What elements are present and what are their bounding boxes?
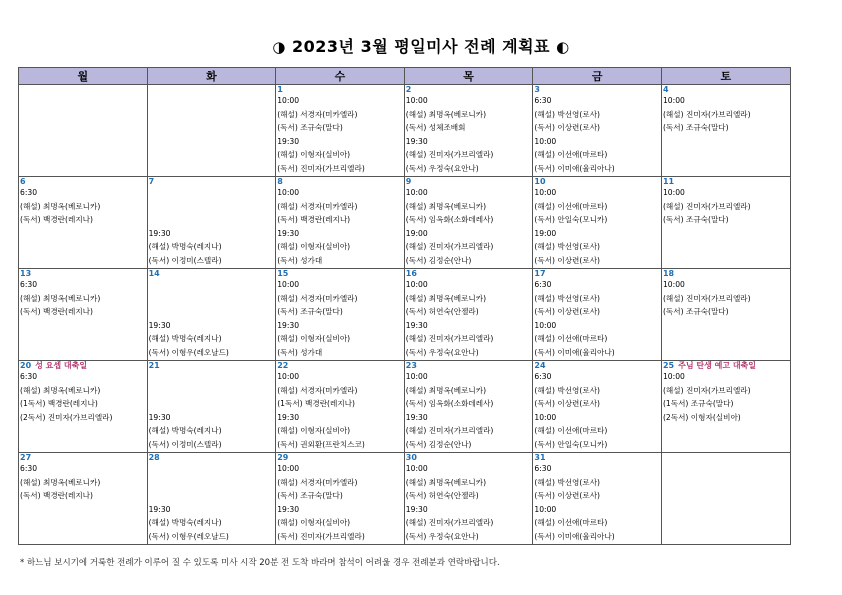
mass-time: 19:00: [405, 228, 428, 238]
role-assignment: (해설) 진미자(가브리엘라): [405, 518, 494, 528]
date-label: 20: [20, 361, 32, 370]
mass-time: 19:30: [405, 136, 428, 146]
weekday-header: 금: [533, 68, 662, 85]
role-assignment: (해설) 진미자(가브리엘라): [405, 334, 494, 344]
date-number: [149, 453, 276, 462]
role-assignment: (해설) 서경자(미카엘라): [277, 293, 358, 303]
role-assignment: (해설) 최명옥(베로니카): [405, 293, 487, 303]
footnote: * 하느님 보시기에 거룩한 전례가 이루어 질 수 있도록 미사 시작 20분 전 도착 바라며 참석이 어려울 경우 전례분과 연락바랍니다.: [20, 558, 500, 568]
date-number: [20, 361, 147, 370]
day-cell: [661, 85, 790, 177]
role-assignment: (독서) 이상련(로사): [534, 255, 600, 265]
role-assignment: (독서) 우정숙(요안나): [405, 163, 479, 173]
date-label: 9: [405, 177, 412, 186]
day-cell: [19, 177, 148, 269]
date-label: 14: [148, 269, 160, 278]
mass-time: 10:00: [534, 136, 557, 146]
half-moon-right-icon: ◐: [556, 38, 570, 56]
day-cell: [276, 85, 405, 177]
weekday-header: 수: [276, 68, 405, 85]
mass-time: 10:00: [662, 96, 685, 105]
day-cell: [404, 85, 533, 177]
mass-time: 10:00: [277, 96, 300, 105]
date-label: 8: [277, 177, 283, 186]
role-assignment: (해설) 진미자(가브리엘라): [662, 201, 751, 211]
day-cell: [147, 269, 276, 361]
role-assignment: (독서) 이미애(율리아나): [534, 531, 615, 541]
date-number: [277, 453, 404, 462]
feast-day-label: 성 요셉 대축일: [35, 361, 88, 370]
week-row: [19, 269, 791, 361]
role-assignment: (독서) 임옥화(소화데레사): [405, 399, 494, 409]
date-label: 4: [662, 85, 669, 94]
role-assignment: (독서) 김정순(안나): [405, 439, 472, 449]
role-assignment: (독서) 우정숙(요안나): [405, 531, 479, 541]
day-cell: [533, 177, 662, 269]
role-assignment: (해설) 최명옥(베로니카): [20, 477, 101, 487]
role-assignment: (독서) 이상련(로사): [534, 399, 600, 409]
role-assignment: (독서) 이형우(레오날드): [148, 347, 229, 357]
cell-spacer: [149, 278, 276, 319]
mass-time: 10:00: [405, 280, 428, 289]
date-number: [534, 177, 661, 186]
weekday-header: 화: [147, 68, 276, 85]
date-number: [663, 269, 790, 278]
date-number: [277, 269, 404, 278]
date-number: [663, 453, 790, 462]
day-cell: [661, 177, 790, 269]
day-cell: [404, 361, 533, 453]
role-assignment: (독서) 진미자(가브리엘라): [277, 163, 365, 173]
mass-time: 10:00: [277, 280, 300, 289]
date-number: [406, 361, 533, 370]
date-label: 15: [277, 269, 289, 278]
date-number: [277, 85, 404, 94]
role-assignment: (해설) 진미자(가브리엘라): [662, 385, 751, 395]
date-number: [534, 269, 661, 278]
cell-spacer: [149, 370, 276, 411]
role-assignment: (독서) 허연숙(안젤라): [405, 491, 479, 501]
role-assignment: (독서) 진미자(가브리엘라): [277, 531, 365, 541]
day-cell: [404, 269, 533, 361]
role-assignment: (해설) 최명옥(베로니카): [405, 109, 487, 119]
day-cell: [533, 453, 662, 545]
role-assignment: (독서) 우정숙(요안나): [405, 347, 479, 357]
date-number: [534, 85, 661, 94]
role-assignment: (독서) 백경란(레지나): [20, 307, 93, 317]
date-number: [534, 453, 661, 462]
mass-time: 19:30: [148, 228, 171, 238]
role-assignment: (해설) 박명숙(레지나): [148, 518, 222, 528]
role-assignment: (해설) 최명옥(베로니카): [20, 293, 101, 303]
date-number: [149, 177, 276, 186]
date-label: 18: [662, 269, 675, 278]
role-assignment: (독서) 이정미(스텔라): [148, 255, 222, 265]
mass-time: 10:00: [534, 504, 557, 514]
role-assignment: (1독서) 조규숙(말다): [662, 399, 734, 409]
date-label: 6: [20, 177, 26, 186]
role-assignment: (독서) 조규숙(말다): [277, 123, 343, 133]
role-assignment: (독서) 임옥화(소화데레사): [405, 215, 494, 225]
day-cell: [661, 269, 790, 361]
role-assignment: (독서) 허연숙(안젤라): [405, 307, 479, 317]
day-cell: [661, 453, 790, 545]
role-assignment: (독서) 조규숙(말다): [662, 307, 729, 317]
mass-time: 6:30: [20, 464, 38, 473]
mass-time: 10:00: [662, 280, 685, 289]
role-assignment: (해설) 진미자(가브리엘라): [662, 293, 751, 303]
mass-time: 10:00: [662, 372, 685, 381]
date-label: 27: [20, 453, 32, 462]
week-row: [19, 361, 791, 453]
role-assignment: (해설) 최명옥(베로니카): [20, 385, 101, 395]
role-assignment: (해설) 서경자(미카엘라): [277, 477, 358, 487]
date-label: 2: [405, 85, 412, 94]
day-cell: [276, 269, 405, 361]
date-number: [277, 177, 404, 186]
role-assignment: (독서) 조규숙(말다): [662, 215, 729, 225]
role-assignment: (해설) 최명옥(베로니카): [405, 201, 487, 211]
role-assignment: (해설) 이선애(마르타): [534, 201, 608, 211]
day-cell: [19, 453, 148, 545]
role-assignment: (해설) 이선애(마르타): [534, 334, 608, 344]
date-label: 7: [148, 177, 155, 186]
mass-time: 10:00: [277, 372, 300, 381]
mass-time: 19:30: [148, 412, 171, 422]
date-number: [277, 361, 404, 370]
day-cell: [661, 361, 790, 453]
date-label: 22: [277, 361, 289, 370]
role-assignment: (독서) 성가대: [277, 255, 323, 265]
role-assignment: (해설) 박선영(로사): [534, 293, 600, 303]
mass-time: 6:30: [534, 372, 552, 381]
mass-time: 19:30: [277, 412, 300, 422]
role-assignment: (독서) 김정순(안나): [405, 255, 472, 265]
mass-time: 10:00: [277, 188, 300, 197]
role-assignment: (해설) 이선애(마르타): [534, 518, 608, 528]
date-label: 10: [534, 177, 546, 186]
date-label: 23: [405, 361, 417, 370]
role-assignment: (독서) 이미애(율리아나): [534, 163, 615, 173]
role-assignment: (독서) 성가대: [277, 347, 323, 357]
mass-time: 6:30: [534, 280, 552, 289]
date-number: [406, 177, 533, 186]
page-title: [0, 34, 842, 57]
date-number: [20, 177, 147, 186]
mass-time: 10:00: [405, 96, 428, 105]
role-assignment: (해설) 최명옥(베로니카): [405, 385, 487, 395]
date-label: 17: [534, 269, 546, 278]
cell-spacer: [149, 462, 276, 503]
role-assignment: (독서) 이상련(로사): [534, 123, 600, 133]
role-assignment: (해설) 박명숙(레지나): [148, 242, 222, 252]
role-assignment: (독서) 이상련(로사): [534, 491, 600, 501]
role-assignment: (해설) 이선애(마르타): [534, 426, 608, 436]
date-number: [149, 361, 276, 370]
date-number: [20, 85, 147, 94]
date-number: [663, 361, 790, 370]
date-label: 11: [662, 177, 675, 186]
mass-time: 10:00: [534, 188, 557, 197]
day-cell: [147, 453, 276, 545]
role-assignment: (해설) 최명옥(베로니카): [405, 477, 487, 487]
role-assignment: (해설) 이형자(실비아): [277, 150, 351, 160]
role-assignment: (독서) 조규숙(말다): [277, 491, 343, 501]
mass-time: 19:30: [405, 412, 428, 422]
role-assignment: (해설) 이선애(마르타): [534, 150, 608, 160]
day-cell: [404, 453, 533, 545]
role-assignment: (독서) 백경란(레지나): [20, 491, 93, 501]
mass-time: 19:30: [277, 136, 300, 146]
date-number: [149, 269, 276, 278]
role-assignment: (독서) 이상련(로사): [534, 307, 600, 317]
mass-time: 19:30: [277, 228, 300, 238]
week-row: [19, 453, 791, 545]
role-assignment: (독서) 안일숙(모니카): [534, 215, 608, 225]
date-label: 25: [662, 361, 675, 370]
mass-time: 19:30: [405, 504, 428, 514]
role-assignment: (해설) 박선영(로사): [534, 477, 600, 487]
feast-day-label: 주님 탄생 예고 대축일: [678, 361, 757, 370]
week-row: [19, 177, 791, 269]
date-label: 21: [148, 361, 160, 370]
day-cell: [533, 85, 662, 177]
title-text: 2023년 3월 평일미사 전례 계획표: [292, 37, 550, 56]
role-assignment: (독서) 이정미(스텔라): [148, 439, 222, 449]
cell-spacer: [149, 186, 276, 227]
role-assignment: (해설) 진미자(가브리엘라): [405, 426, 494, 436]
date-number: [406, 85, 533, 94]
role-assignment: (해설) 박명숙(레지나): [148, 426, 222, 436]
date-number: [406, 453, 533, 462]
date-label: 3: [534, 85, 540, 94]
day-cell: [147, 361, 276, 453]
mass-time: 6:30: [20, 188, 38, 197]
day-cell: [276, 361, 405, 453]
date-number: [20, 453, 147, 462]
role-assignment: (독서) 조규숙(말다): [662, 123, 729, 133]
date-number: [149, 85, 276, 94]
day-cell: [19, 269, 148, 361]
half-moon-left-icon: ◑: [272, 38, 286, 56]
role-assignment: (독서) 성체조배회: [405, 123, 466, 133]
role-assignment: (해설) 진미자(가브리엘라): [405, 150, 494, 160]
role-assignment: (해설) 최명옥(베로니카): [20, 201, 101, 211]
mass-time: 19:30: [148, 320, 171, 330]
role-assignment: (독서) 백경란(레지나): [277, 215, 351, 225]
date-number: [663, 177, 790, 186]
role-assignment: (해설) 서경자(미카엘라): [277, 109, 358, 119]
role-assignment: (독서) 백경란(레지나): [20, 215, 93, 225]
day-cell: [147, 177, 276, 269]
date-label: 29: [277, 453, 289, 462]
date-number: [406, 269, 533, 278]
weekday-header: 토: [661, 68, 790, 85]
role-assignment: (해설) 진미자(가브리엘라): [405, 242, 494, 252]
date-number: [663, 85, 790, 94]
role-assignment: (독서) 권외환(프란치스코): [277, 439, 365, 449]
date-label: 28: [148, 453, 160, 462]
role-assignment: (해설) 이형자(실비아): [277, 242, 351, 252]
mass-time: 6:30: [534, 96, 552, 105]
role-assignment: (해설) 진미자(가브리엘라): [662, 109, 751, 119]
day-cell: [533, 361, 662, 453]
mass-time: 19:30: [277, 504, 300, 514]
role-assignment: (독서) 이미애(율리아나): [534, 347, 615, 357]
weekday-header-row: [19, 68, 791, 85]
role-assignment: (해설) 이형자(실비아): [277, 518, 351, 528]
role-assignment: (해설) 이형자(실비아): [277, 426, 351, 436]
role-assignment: (해설) 박선영(로사): [534, 242, 600, 252]
mass-time: 10:00: [405, 464, 428, 473]
date-label: 16: [405, 269, 417, 278]
day-cell: [276, 177, 405, 269]
week-row: [19, 85, 791, 177]
mass-time: 10:00: [405, 372, 428, 381]
date-label: 24: [534, 361, 546, 370]
date-number: [534, 361, 661, 370]
mass-time: 19:00: [534, 228, 557, 238]
day-cell: [404, 177, 533, 269]
mass-time: 19:30: [148, 504, 171, 514]
date-label: 31: [534, 453, 546, 462]
role-assignment: (해설) 박선영(로사): [534, 109, 600, 119]
mass-time: 10:00: [277, 464, 300, 473]
role-assignment: (해설) 이형자(실비아): [277, 334, 351, 344]
schedule-table: [18, 67, 791, 545]
weekday-header: 목: [404, 68, 533, 85]
date-number: [20, 269, 147, 278]
mass-time: 6:30: [20, 280, 38, 289]
date-label: 1: [277, 85, 283, 94]
role-assignment: (해설) 박선영(로사): [534, 385, 600, 395]
mass-time: 10:00: [534, 412, 557, 422]
role-assignment: (독서) 안일숙(모니카): [534, 439, 608, 449]
day-cell: [276, 453, 405, 545]
mass-time: 10:00: [405, 188, 428, 197]
role-assignment: (2독서) 이형자(실비아): [662, 412, 741, 422]
role-assignment: (1독서) 백경란(레지나): [277, 399, 355, 409]
day-cell: [19, 361, 148, 453]
role-assignment: (해설) 서경자(미카엘라): [277, 385, 358, 395]
mass-time: 19:30: [277, 320, 300, 330]
role-assignment: (해설) 서경자(미카엘라): [277, 201, 358, 211]
day-cell: [147, 85, 276, 177]
role-assignment: (1독서) 백경란(레지나): [20, 399, 98, 409]
date-label: 13: [20, 269, 32, 278]
date-label: 30: [405, 453, 417, 462]
role-assignment: (해설) 박명숙(레지나): [148, 334, 222, 344]
schedule-body: [19, 85, 791, 545]
weekday-header: 월: [19, 68, 148, 85]
mass-time: 6:30: [534, 464, 552, 473]
day-cell: [19, 85, 148, 177]
mass-time: 10:00: [662, 188, 685, 197]
day-cell: [533, 269, 662, 361]
role-assignment: (2독서) 진미자(가브리엘라): [20, 412, 113, 422]
mass-time: 19:30: [405, 320, 428, 330]
mass-time: 6:30: [20, 372, 38, 381]
role-assignment: (독서) 이형우(레오날드): [148, 531, 229, 541]
mass-time: 10:00: [534, 320, 557, 330]
role-assignment: (독서) 조규숙(말다): [277, 307, 343, 317]
